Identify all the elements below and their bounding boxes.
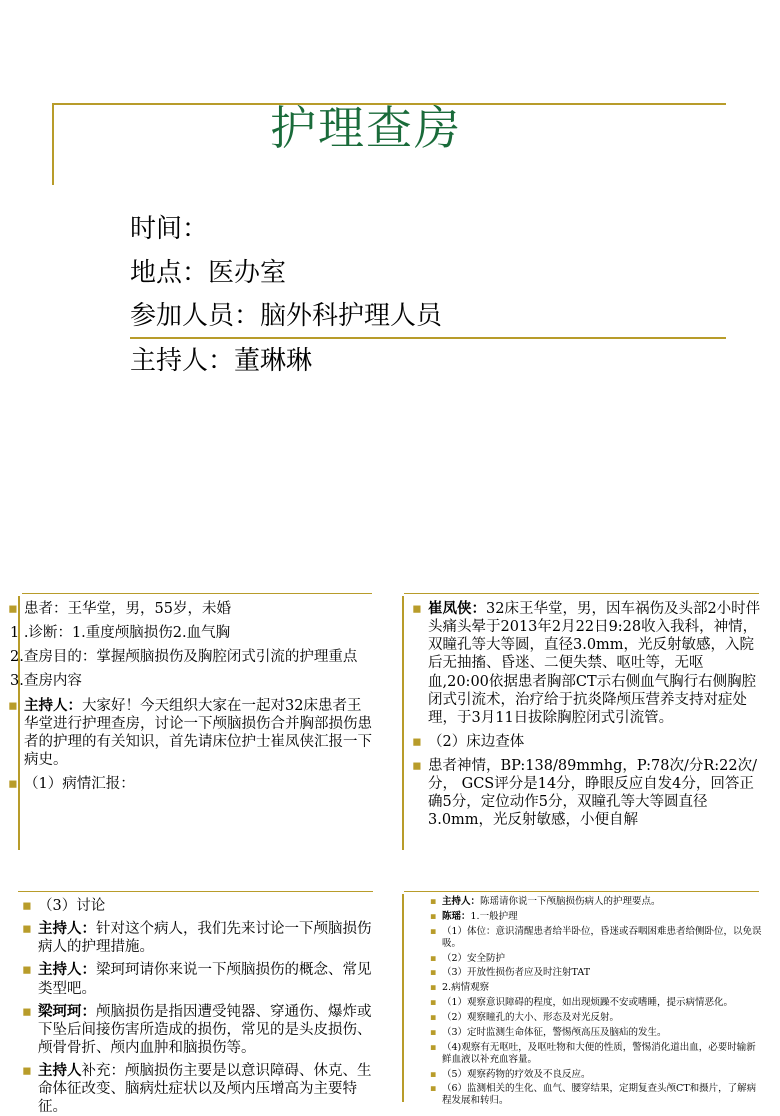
panel1-top-rule [22, 593, 372, 594]
discussion-item: ▪ 主持人补充：颅脑损伤主要是以意识障碍、休克、生命体征改变、脑病灶症状以及颅内压增高为主要特征。 [22, 1062, 372, 1116]
nursing-point: ▪ 2.病情观察 [430, 982, 490, 994]
bullet-icon: ▪ [412, 601, 422, 617]
bullet-icon: ▪ [430, 1083, 437, 1095]
bullet-icon: ▪ [430, 1026, 437, 1038]
bullet-icon: ▪ [430, 1012, 437, 1023]
nurse-report: ▪ 崔凤侠：32床王华堂，男，因车祸伤及头部2小时伴头痛头晕于2013年2月22日9:28收入我科，神情，双瞳孔等大等圆，直径3.0mm，光反射敏感，入院后无抽搐、昏迷、二便失禁、呕吐等，无呕血,20:00依据患者胸部CT示右侧血气胸行右侧胸腔闭式引流术，治疗给于抗炎降颅压营养支持对症处理，于3月11日拔除胸腔闭式引流管。 [412, 600, 761, 726]
bullet-icon: ▪ [430, 1041, 437, 1053]
bullet-icon: ▪ [8, 601, 18, 617]
bullet-icon: ▪ [22, 1003, 32, 1020]
panel3-top-rule [18, 891, 373, 892]
nursing-point: ▪ （3）开放性损伤者应及时注射TAT [430, 967, 591, 979]
host-opening: ▪ 主持人：大家好！今天组织大家在一起对32床患者王华堂进行护理查房，讨论一下颅脑损伤合并胸部损伤患者的护理的有关知识，首先请床位护士崔凤侠汇报一下病史。 [8, 696, 372, 768]
diagnosis: 1 .诊断：1.重度颅脑损伤2.血气胸 [10, 625, 231, 642]
nursing-point: ▪ （4)观察有无呕吐，及呕吐物和大便的性质，警惕消化道出血，必要时输新鲜血液以补充血容量。 [430, 1041, 756, 1065]
bullet-icon: ▪ [8, 776, 18, 792]
nursing-point: ▪ 陈瑶：1.一般护理 [430, 910, 518, 922]
panel4-top-rule [404, 891, 759, 892]
host-label: 主持人：董琳琳 [130, 346, 313, 376]
nursing-points-panel [428, 896, 764, 1107]
nursing-point: ▪ （1）观察意识障碍的程度，如出现烦躁不安或嗜睡，提示病情恶化。 [430, 997, 734, 1009]
discussion-heading: ▪ （3）讨论 [22, 898, 106, 914]
case-intro-panel [8, 600, 374, 799]
discussion-item: ▪ 主持人：针对这个病人，我们先来讨论一下颅脑损伤病人的护理措施。 [22, 920, 372, 956]
bullet-icon: ▪ [22, 898, 32, 914]
attendees-label: 参加人员：脑外科护理人员 [130, 301, 443, 331]
bedside-exam-heading: ▪ （2）床边查体 [412, 733, 525, 750]
bullet-icon: ▪ [412, 758, 422, 774]
title-vertical-rule [52, 103, 54, 185]
patient-info: ▪ 患者：王华堂，男，55岁，未婚 [8, 601, 231, 617]
nursing-point: ▪ （2）观察瞳孔的大小、形态及对光反射。 [430, 1012, 620, 1023]
bullet-icon: ▪ [430, 1068, 437, 1080]
bullet-icon: ▪ [430, 997, 437, 1009]
bullet-icon: ▪ [430, 910, 437, 922]
panel2-left-rule [402, 596, 404, 850]
bedside-exam-findings: ▪ 患者神情，BP:138/89mmhg，P:78次/分R:22次/分， GCS评分是14分，睁眼反应自发4分，回答正确5分，定位动作5分，双瞳孔等大等圆直径3.0mm，光反射敏感，小便自解 [412, 758, 758, 829]
rounds-content: 3.查房内容 [10, 673, 82, 690]
nursing-point: ▪ （5）观察药物的疗效及不良反应。 [430, 1068, 591, 1080]
case-report-heading: ▪ （1）病情汇报： [8, 776, 135, 792]
bullet-icon: ▪ [430, 982, 437, 994]
bullet-icon: ▪ [430, 896, 437, 907]
cover-separator [130, 337, 726, 339]
page-title: 护理查房 [270, 101, 462, 155]
discussion-item: ▪ 主持人：梁珂珂请你来说一下颅脑损伤的概念、常见类型吧。 [22, 961, 372, 997]
bullet-icon: ▪ [8, 697, 18, 714]
discussion-item: ▪ 梁珂珂：颅脑损伤是指因遭受钝器、穿通伤、爆炸或下坠后间接伤害所造成的损伤，常见的是头皮损伤、颅骨骨折、颅内血肿和脑损伤等。 [22, 1002, 372, 1056]
rounds-purpose: 2.查房目的：掌握颅脑损伤及胸腔闭式引流的护理重点 [10, 649, 358, 666]
nursing-point: ▪ （1）体位：意识清醒患者给半卧位，昏迷或吞咽困难患者给侧卧位，以免误吸。 [430, 925, 762, 949]
place-label: 地点：医办室 [130, 258, 287, 288]
bullet-icon: ▪ [430, 967, 437, 979]
bullet-icon: ▪ [22, 921, 32, 938]
nursing-point: ▪ （6）监测相关的生化、血气、腰穿结果，定期复查头颅CT和摄片，了解病程发展和转归。 [430, 1083, 757, 1107]
nursing-point: ▪ （2）安全防护 [430, 952, 506, 964]
discussion-panel [22, 897, 378, 1116]
time-label: 时间： [130, 214, 209, 244]
bullet-icon: ▪ [430, 925, 437, 937]
bullet-icon: ▪ [430, 952, 437, 964]
nursing-point: ▪ （3）定时监测生命体征，警惕颅高压及脑疝的发生。 [430, 1026, 667, 1038]
bullet-icon: ▪ [412, 733, 422, 750]
nursing-point: ▪ 主持人：陈瑶请你说一下颅脑损伤病人的护理要点。 [430, 896, 661, 907]
panel2-top-rule [404, 593, 759, 594]
bullet-icon: ▪ [22, 962, 32, 979]
panel4-left-rule [402, 894, 404, 1102]
bullet-icon: ▪ [22, 1063, 32, 1079]
case-report-panel [412, 600, 762, 836]
